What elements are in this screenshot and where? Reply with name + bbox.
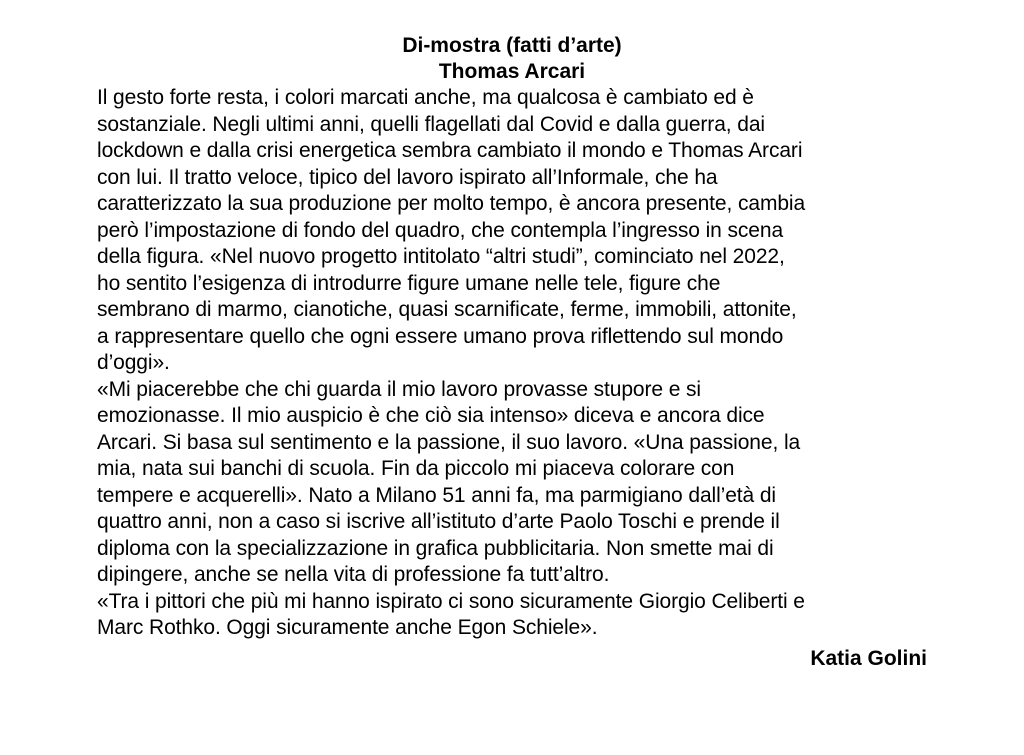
article-subtitle: Thomas Arcari <box>438 60 586 83</box>
article-title: Di-mostra (fatti d’arte) <box>402 34 622 57</box>
document-page <box>97 33 927 672</box>
paragraph-2: «Mi piacerebbe che chi guarda il mio lavoro provasse stupore e si emozionasse. Il mio auspicio è che ciò sia intenso» diceva e ancora dice Arcari. Si basa sul sentimento e la passione, il suo lavoro. «Una passione, la mia, nata sui banchi di scuola. Fin da piccolo mi piaceva colorare con tempere e acquerelli». Nato a Milano 51 anni fa, ma parmigiano dall’età di quattro anni, non a caso si iscrive all’istituto d’arte Paolo Toschi e prende il diploma con la specializzazione in grafica pubblicitaria. Non smette mai di dipingere, anche se nella vita di professione fa tutt’altro. <box>97 377 801 586</box>
paragraph-1: Il gesto forte resta, i colori marcati anche, ma qualcosa è cambiato ed è sostanziale. Negli ultimi anni, quelli flagellati dal Covid e dalla guerra, dai lockdown e dalla crisi energetica sembra cambiato il mondo e Thomas Arcari con lui. Il tratto veloce, tipico del lavoro ispirato all’Informale, che ha caratterizzato la sua produzione per molto tempo, è ancora presente, cambia però l’impostazione di fondo del quadro, che contempla l’ingresso in scena della figura. «Nel nuovo progetto intitolato “altri studi”, cominciato nel 2022, ho sentito l’esigenza di introdurre figure umane nelle tele, figure che sembrano di marmo, cianotiche, quasi scarnificate, ferme, immobili, attonite, a rappresentare quello che ogni essere umano prova riflettendo sul mondo d’oggi». <box>97 86 806 374</box>
author-signature: Katia Golini <box>810 646 927 670</box>
paragraph-3: «Tra i pittori che più mi hanno ispirato ci sono sicuramente Giorgio Celiberti e Marc Rothko. Oggi sicuramente anche Egon Schiele». <box>97 589 805 639</box>
